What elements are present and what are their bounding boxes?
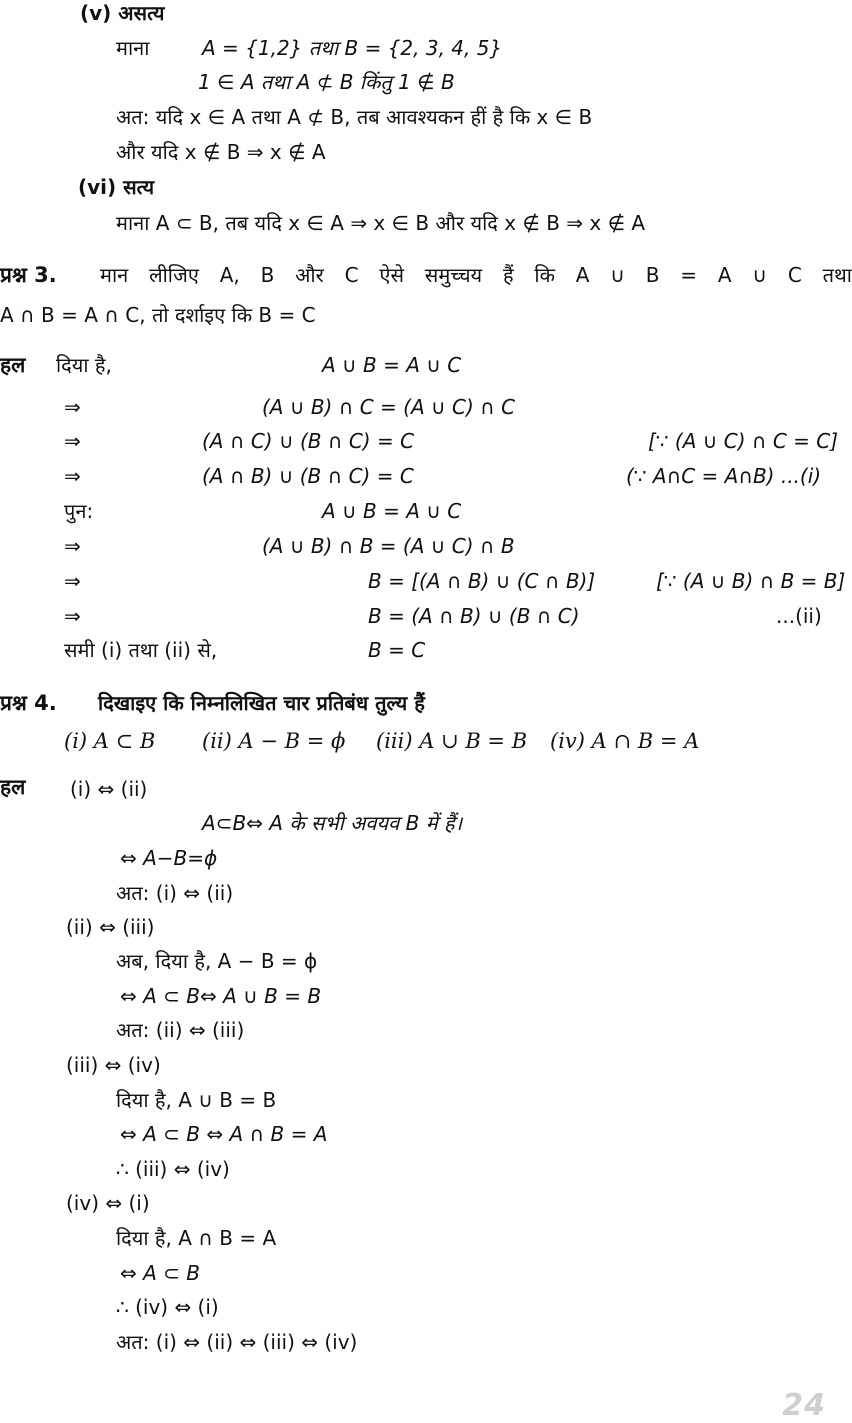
q4-solution-label: हल <box>0 775 26 799</box>
q3-step-lead: ⇒ <box>64 464 81 488</box>
q3-step-expr: (A ∪ B) ∩ B = (A ∪ C) ∩ B <box>262 534 515 558</box>
q3-step-expr: A ∪ B = A ∪ C <box>322 353 462 377</box>
q4-block-line: ∴ (iv) ⇔ (i) <box>116 1295 219 1319</box>
q4-block-line: ⇔ A ⊂ B⇔ A ∪ B = B <box>120 984 322 1008</box>
q4-heading: दिखाइए कि निम्नलिखित चार प्रतिबंध तुल्य हैं <box>98 691 425 715</box>
q3-step-note: [∵ (A ∪ B) ∩ B = B] <box>656 569 846 593</box>
q3-step-lead: ⇒ <box>64 569 81 593</box>
q4-block-title: (iv) ⇔ (i) <box>66 1191 150 1215</box>
q3-step-lead: ⇒ <box>64 534 81 558</box>
q3-step-expr: B = (A ∩ B) ∪ (B ∩ C) <box>368 604 580 628</box>
q3-given: दिया है, <box>56 353 112 377</box>
q3-label: प्रश्न 3. <box>0 263 57 287</box>
q4-block-line: ⇔ A−B=ϕ <box>120 846 218 870</box>
q3-step-lead: समी (i) तथा (ii) से, <box>64 638 218 662</box>
q4-condition: (iii) A ∪ B = B <box>376 729 528 753</box>
q4-block-title: (i) ⇔ (ii) <box>70 777 148 801</box>
q4-block-line: A⊂B⇔ A के सभी अवयव B में हैं। <box>202 811 463 835</box>
q3-line-1: मान लीजिए A, B और C ऐसे समुच्चय हैं कि A ∪ B = A ∪ C तथा <box>100 263 852 287</box>
q3-step-lead: ⇒ <box>64 429 81 453</box>
part-v-line-4: और यदि x ∉ B ⇒ x ∉ A <box>116 140 326 164</box>
q3-step-expr: (A ∩ C) ∪ (B ∩ C) = C <box>202 429 415 453</box>
q4-block-title: (iii) ⇔ (iv) <box>66 1053 161 1077</box>
q3-solution-label: हल <box>0 353 26 377</box>
part-vi-line: माना A ⊂ B, तब यदि x ∈ A ⇒ x ∈ B और यदि x ∉ B ⇒ x ∉ A <box>116 211 646 235</box>
part-v-label: माना <box>116 36 150 60</box>
part-v-heading: (v) असत्य <box>80 1 165 25</box>
q4-block-line: दिया है, A ∩ B = A <box>116 1226 277 1250</box>
part-v-line-1: A = {1,2} तथा B = {2, 3, 4, 5} <box>202 36 503 60</box>
q3-step-lead: पुन: <box>64 499 94 523</box>
q4-block-line: ∴ (iii) ⇔ (iv) <box>116 1157 230 1181</box>
q4-label: प्रश्न 4. <box>0 691 57 715</box>
q4-condition: (ii) A − B = ϕ <box>202 729 346 753</box>
q4-block-line: अत: (i) ⇔ (ii) ⇔ (iii) ⇔ (iv) <box>116 1330 358 1354</box>
q4-block-line: ⇔ A ⊂ B ⇔ A ∩ B = A <box>120 1122 328 1146</box>
q4-block-line: अब, दिया है, A − B = ϕ <box>116 949 318 973</box>
q3-step-lead: ⇒ <box>64 395 81 419</box>
part-vi-heading: (vi) सत्य <box>78 175 155 199</box>
q3-step-expr: A ∪ B = A ∪ C <box>322 499 462 523</box>
q4-block-line: ⇔ A ⊂ B <box>120 1261 200 1285</box>
q3-step-note: ...(ii) <box>776 604 822 628</box>
q4-condition: (i) A ⊂ B <box>64 729 156 753</box>
q4-block-line: अत: (ii) ⇔ (iii) <box>116 1018 245 1042</box>
q3-line-2: A ∩ B = A ∩ C, तो दर्शाइए कि B = C <box>0 303 316 327</box>
q3-step-lead: ⇒ <box>64 604 81 628</box>
q3-step-expr: B = C <box>368 638 426 662</box>
q3-step-note: (∵ A∩C = A∩B) ...(i) <box>626 464 822 488</box>
page-number: 24 <box>782 1388 826 1423</box>
q3-step-expr: (A ∩ B) ∪ (B ∩ C) = C <box>202 464 414 488</box>
q4-block-line: दिया है, A ∪ B = B <box>116 1088 277 1112</box>
q4-block-line: अत: (i) ⇔ (ii) <box>116 881 234 905</box>
q3-step-expr: B = [(A ∩ B) ∪ (C ∩ B)] <box>368 569 596 593</box>
q4-condition: (iv) A ∩ B = A <box>550 729 700 753</box>
q3-step-expr: (A ∪ B) ∩ C = (A ∪ C) ∩ C <box>262 395 516 419</box>
q4-block-title: (ii) ⇔ (iii) <box>66 915 155 939</box>
part-v-line-2: 1 ∈ A तथा A ⊄ B किंतु 1 ∉ B <box>198 70 455 94</box>
q3-step-note: [∵ (A ∪ C) ∩ C = C] <box>648 429 839 453</box>
part-v-line-3: अत: यदि x ∈ A तथा A ⊄ B, तब आवश्यकन हीं है कि x ∈ B <box>116 105 593 129</box>
